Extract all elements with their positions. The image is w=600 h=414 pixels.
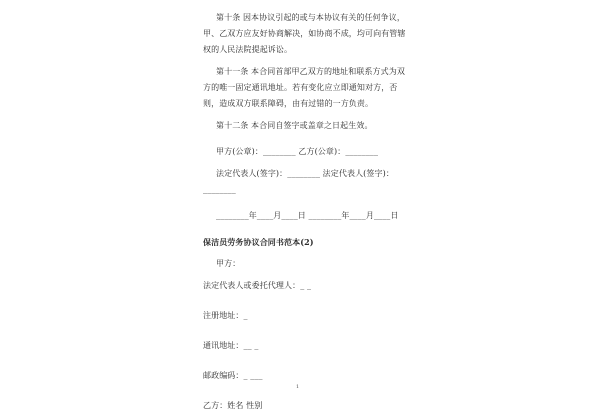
spacer xyxy=(203,294,413,308)
registered-address-line: 注册地址：_ xyxy=(203,311,248,320)
spacer xyxy=(203,384,413,398)
page-number: 1 xyxy=(296,384,300,390)
party-a-line: 甲方： xyxy=(216,259,241,268)
spacer xyxy=(203,324,413,338)
signature-rep-blank: ________ xyxy=(203,185,236,194)
spacer xyxy=(203,198,413,208)
spacer xyxy=(203,354,413,368)
second-agreement-title: 保洁员劳务协议合同书范本(2) xyxy=(203,237,314,247)
party-b-line: 乙方：姓名 性别 xyxy=(203,401,263,410)
document-body xyxy=(203,10,413,414)
postal-code-line: 邮政编码：_ ___ xyxy=(203,371,263,380)
date-line: ________年____月____日 ________年____月____日 xyxy=(216,211,399,220)
spacer xyxy=(203,224,413,234)
signature-party-line: 甲方(公章)：________ 乙方(公章)：________ xyxy=(216,147,379,156)
mailing-address-line: 通讯地址：__ _ xyxy=(203,341,259,350)
clause-10: 第十条 因本协议引起的或与本协议有关的任何争议，甲、乙双方应友好协商解决，如协商不成，均可向有管辖权的人民法院提起诉讼。 xyxy=(203,13,406,54)
clause-12: 第十二条 本合同自签字或盖章之日起生效。 xyxy=(216,121,373,130)
signature-rep-line: 法定代表人(签字)：________ 法定代表人(签字)： xyxy=(216,169,394,178)
legal-rep-line: 法定代表人或委托代理人：_ _ xyxy=(203,281,312,290)
spacer xyxy=(203,134,413,144)
clause-11: 第十一条 本合同首部甲乙双方的地址和联系方式为双方的唯一固定通讯地址。若有变化应立即通知对方，否则，造成双方联系障碍，由有过错的一方负责。 xyxy=(203,67,405,108)
